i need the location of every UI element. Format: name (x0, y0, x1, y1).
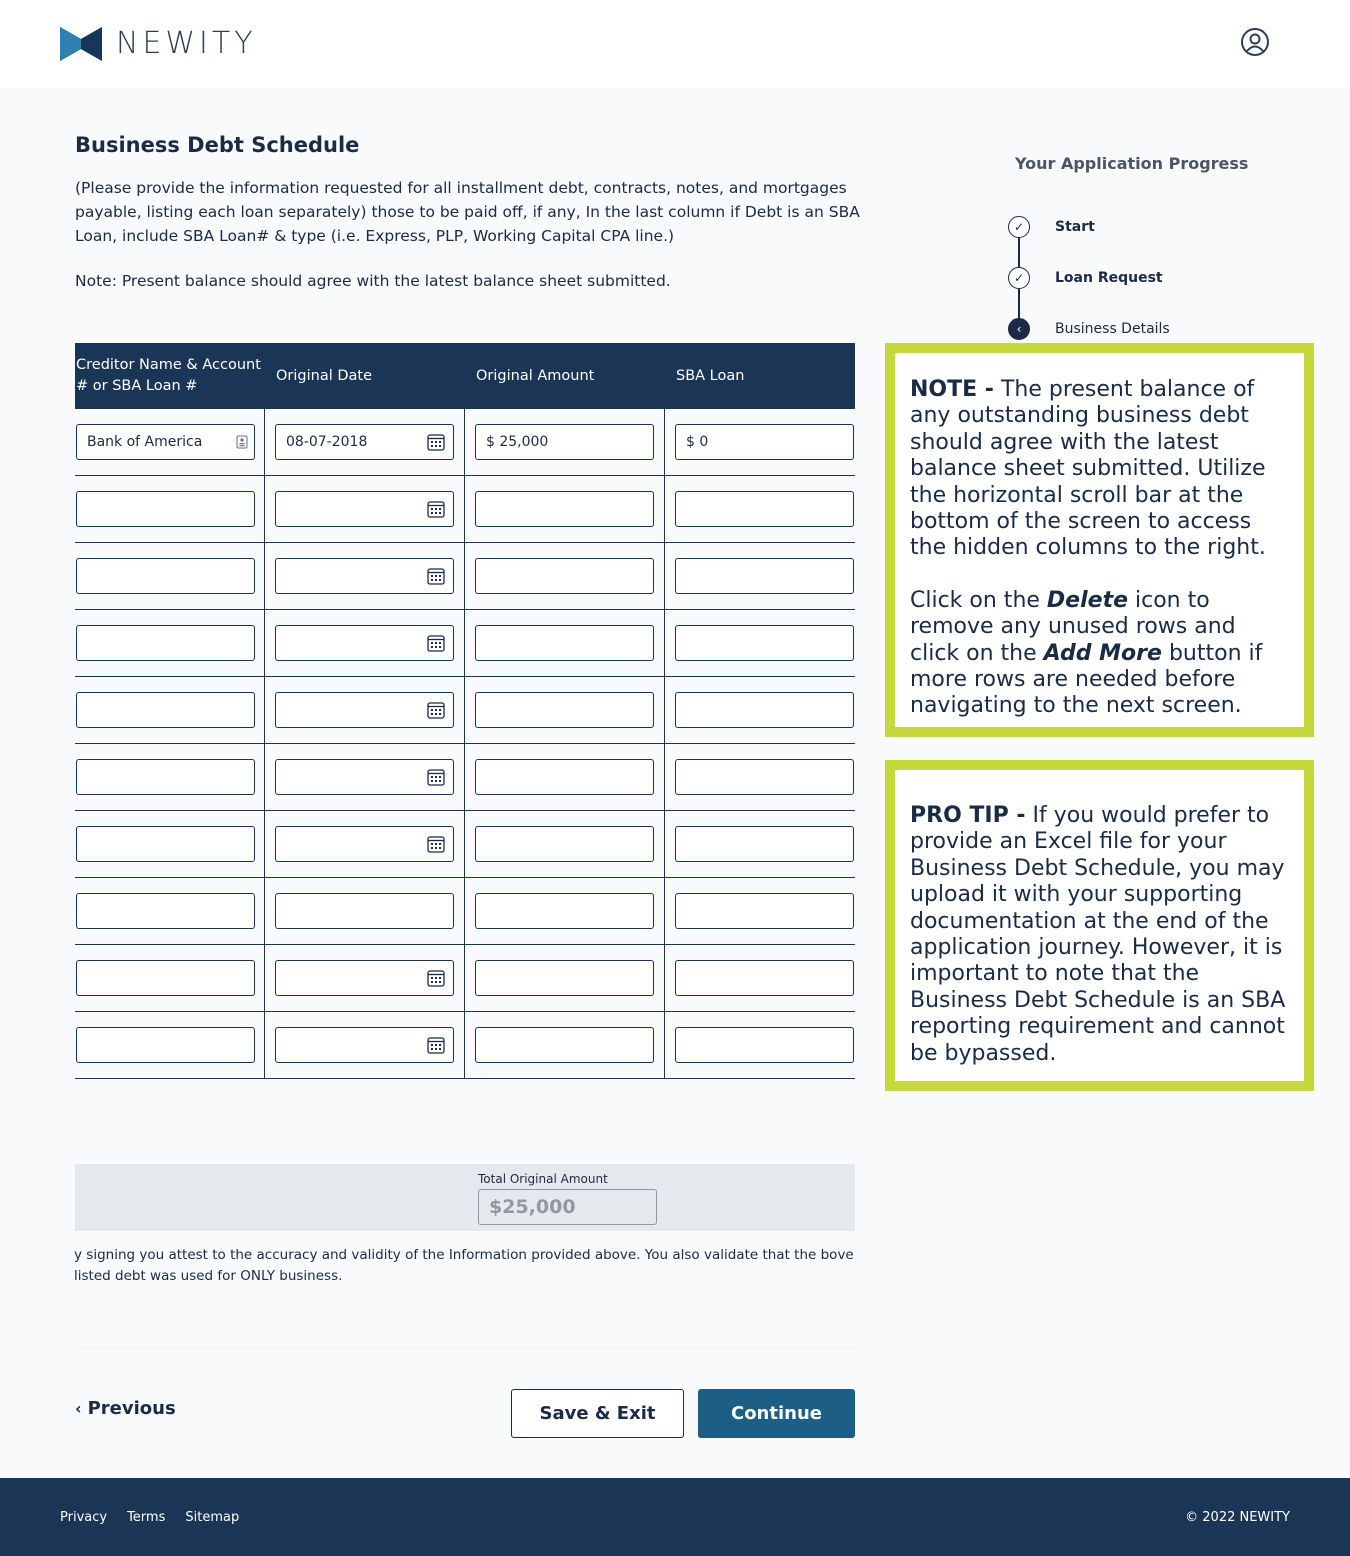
amount-cell (465, 476, 665, 542)
progress-title: Your Application Progress (1015, 154, 1249, 173)
date-cell (265, 610, 465, 676)
creditor-input[interactable] (76, 692, 255, 728)
sba-loan-input[interactable] (675, 692, 854, 728)
table-row (75, 677, 855, 744)
calendar-icon[interactable] (427, 433, 445, 451)
amount-cell (465, 945, 665, 1011)
calendar-icon[interactable] (427, 634, 445, 652)
original-amount-input[interactable] (475, 692, 654, 728)
date-cell (265, 1012, 465, 1078)
note-text: icon to remove any unused rows and click on the (910, 587, 1236, 666)
progress-step-start[interactable] (1008, 216, 1095, 238)
copyright: © 2022 NEWITY (1185, 1510, 1290, 1525)
total-original-amount-field: $25,000 (478, 1189, 657, 1225)
check-icon: ✓ (1008, 216, 1030, 238)
page-title: Business Debt Schedule (75, 133, 360, 157)
creditor-cell (75, 744, 265, 810)
original-date-input[interactable] (275, 558, 454, 594)
sba-loan-input[interactable] (675, 1027, 854, 1063)
total-label: Total Original Amount (478, 1172, 608, 1186)
progress-connector (1018, 238, 1020, 268)
header-original-amount: Original Amount (476, 367, 595, 384)
creditor-input[interactable] (76, 491, 255, 527)
header-original-date: Original Date (276, 367, 373, 384)
table-row (75, 543, 855, 610)
creditor-cell (75, 610, 265, 676)
table-body (75, 409, 855, 1079)
calendar-icon[interactable] (427, 701, 445, 719)
note-lead: NOTE - (910, 377, 994, 402)
creditor-cell (75, 1012, 265, 1078)
table-row (75, 878, 855, 945)
progress-step-loan-request[interactable] (1008, 267, 1163, 289)
table-row (75, 811, 855, 878)
chevron-left-icon: ‹ (1008, 318, 1030, 340)
amount-value: $ 25,000 (486, 434, 549, 450)
calendar-icon[interactable] (427, 969, 445, 987)
contact-card-icon[interactable] (236, 435, 248, 449)
divider (75, 1348, 855, 1349)
check-icon: ✓ (1008, 267, 1030, 289)
footer-link-privacy[interactable]: Privacy (60, 1510, 108, 1525)
sba-cell (665, 677, 855, 743)
debt-schedule-table (75, 343, 855, 1079)
sba-cell (665, 744, 855, 810)
creditor-input[interactable] (76, 826, 255, 862)
date-cell (265, 744, 465, 810)
amount-cell (465, 1012, 665, 1078)
original-amount-input[interactable] (475, 960, 654, 996)
creditor-input[interactable] (76, 625, 255, 661)
amount-cell (465, 610, 665, 676)
table-row (75, 744, 855, 811)
sba-loan-input[interactable] (675, 759, 854, 795)
note-paragraph-1 (910, 377, 1289, 562)
progress-step-business-details[interactable] (1008, 318, 1170, 340)
table-header (75, 343, 855, 409)
continue-button[interactable]: Continue (698, 1389, 855, 1438)
pro-tip-callout (885, 760, 1314, 1091)
creditor-cell (75, 543, 265, 609)
date-cell (265, 878, 465, 944)
date-value: 08-07-2018 (286, 434, 368, 450)
amount-cell (465, 744, 665, 810)
creditor-cell (75, 878, 265, 944)
creditor-cell (75, 945, 265, 1011)
footer-link-terms[interactable]: Terms (127, 1510, 166, 1525)
sba-loan-input[interactable] (675, 424, 854, 460)
progress-connector (1018, 289, 1020, 319)
sba-value: $ 0 (686, 434, 709, 450)
tip-lead: PRO TIP - (910, 803, 1026, 828)
site-footer (0, 1478, 1350, 1556)
amount-cell (465, 811, 665, 877)
step-label: Business Details (1055, 321, 1170, 337)
calendar-icon[interactable] (427, 768, 445, 786)
creditor-input[interactable] (76, 1027, 255, 1063)
newity-logo-icon (60, 27, 102, 61)
note-text: button if more rows are needed before navigating to the next screen. (910, 640, 1263, 719)
creditor-cell (75, 409, 265, 475)
original-amount-input[interactable] (475, 491, 654, 527)
attestation-text: y signing you attest to the accuracy and validity of the Information provided above. You also validate that the bove listed debt was used for ONLY business. (74, 1247, 854, 1284)
amount-cell (465, 677, 665, 743)
delete-emphasis: Delete (1046, 587, 1129, 613)
chevron-left-icon: ‹ (75, 1399, 82, 1418)
note-callout (885, 343, 1314, 737)
top-header (0, 0, 1350, 88)
creditor-input[interactable] (76, 759, 255, 795)
sba-loan-input[interactable] (675, 491, 854, 527)
original-date-input[interactable] (275, 424, 454, 460)
original-amount-input[interactable] (475, 893, 654, 929)
date-cell (265, 409, 465, 475)
brand-name: NEWITY (116, 26, 257, 61)
table-row (75, 610, 855, 677)
date-cell (265, 677, 465, 743)
brand-logo[interactable] (60, 26, 257, 61)
sba-loan-input[interactable] (675, 960, 854, 996)
header-sba-loan: SBA Loan (676, 367, 745, 384)
previous-link[interactable] (75, 1398, 176, 1419)
table-row (75, 476, 855, 543)
step-label: Loan Request (1055, 270, 1163, 286)
creditor-input[interactable] (76, 424, 255, 460)
original-amount-input[interactable] (475, 424, 654, 460)
calendar-icon[interactable] (427, 567, 445, 585)
sba-cell (665, 409, 855, 475)
date-cell (265, 476, 465, 542)
calendar-icon[interactable] (427, 500, 445, 518)
sba-loan-input[interactable] (675, 826, 854, 862)
sba-cell (665, 543, 855, 609)
tip-paragraph (910, 803, 1289, 1067)
total-bar (75, 1164, 855, 1231)
table-row (75, 409, 855, 476)
amount-cell (465, 878, 665, 944)
note-text: Click on the (910, 587, 1047, 613)
note-text: The present balance of any outstanding business debt should agree with the latest balance sheet submitted. Utilize the horizontal scroll bar at the bottom of the screen to access the hidden columns to the right. (910, 377, 1266, 561)
creditor-input[interactable] (76, 960, 255, 996)
footer-link-sitemap[interactable]: Sitemap (185, 1510, 240, 1525)
creditor-cell (75, 677, 265, 743)
previous-label: Previous (87, 1398, 176, 1419)
creditor-input[interactable] (76, 893, 255, 929)
original-date-input[interactable] (275, 1027, 454, 1063)
original-amount-input[interactable] (475, 826, 654, 862)
sba-cell (665, 878, 855, 944)
sba-cell (665, 610, 855, 676)
footer-links (60, 1510, 239, 1525)
original-date-input[interactable] (275, 625, 454, 661)
user-circle-icon[interactable] (1240, 27, 1270, 57)
date-cell (265, 945, 465, 1011)
page-description: (Please provide the information requested for all installment debt, contracts, notes, and mortgages payable, listing each loan separately) those to be paid off, if any, In the last column if Debt is an SBA Loan, include SBA Loan# & type (i.e. Express, PLP, Working Capital CPA line.) (75, 179, 860, 245)
calendar-icon[interactable] (427, 835, 445, 853)
original-date-input[interactable] (275, 491, 454, 527)
original-date-input[interactable] (275, 960, 454, 996)
original-date-input[interactable] (275, 893, 454, 929)
sba-loan-input[interactable] (675, 893, 854, 929)
sba-loan-input[interactable] (675, 625, 854, 661)
sba-cell (665, 476, 855, 542)
creditor-input[interactable] (76, 558, 255, 594)
header-creditor: Creditor Name & Account # or SBA Loan # (76, 357, 261, 394)
original-date-input[interactable] (275, 692, 454, 728)
sba-cell (665, 945, 855, 1011)
amount-cell (465, 409, 665, 475)
sba-cell (665, 811, 855, 877)
sba-loan-input[interactable] (675, 558, 854, 594)
save-exit-button[interactable]: Save & Exit (511, 1389, 684, 1438)
calendar-icon[interactable] (427, 1036, 445, 1054)
creditor-cell (75, 476, 265, 542)
sba-cell (665, 1012, 855, 1078)
note-paragraph-2 (910, 588, 1289, 720)
balance-note: Note: Present balance should agree with the latest balance sheet submitted. (75, 272, 671, 290)
original-amount-input[interactable] (475, 1027, 654, 1063)
table-row (75, 1012, 855, 1079)
creditor-value: Bank of America (87, 434, 203, 450)
amount-cell (465, 543, 665, 609)
tip-text: If you would prefer to provide an Excel file for your Business Debt Schedule, you may upload it with your supporting documentation at the end of the application journey. However, it is important to note that the Business Debt Schedule is an SBA reporting requirement and cannot be bypassed. (910, 803, 1286, 1066)
original-amount-input[interactable] (475, 759, 654, 795)
table-row (75, 945, 855, 1012)
original-date-input[interactable] (275, 826, 454, 862)
creditor-cell (75, 811, 265, 877)
date-cell (265, 543, 465, 609)
original-date-input[interactable] (275, 759, 454, 795)
original-amount-input[interactable] (475, 625, 654, 661)
date-cell (265, 811, 465, 877)
add-more-emphasis: Add More (1043, 640, 1162, 666)
original-amount-input[interactable] (475, 558, 654, 594)
step-label: Start (1055, 219, 1095, 235)
